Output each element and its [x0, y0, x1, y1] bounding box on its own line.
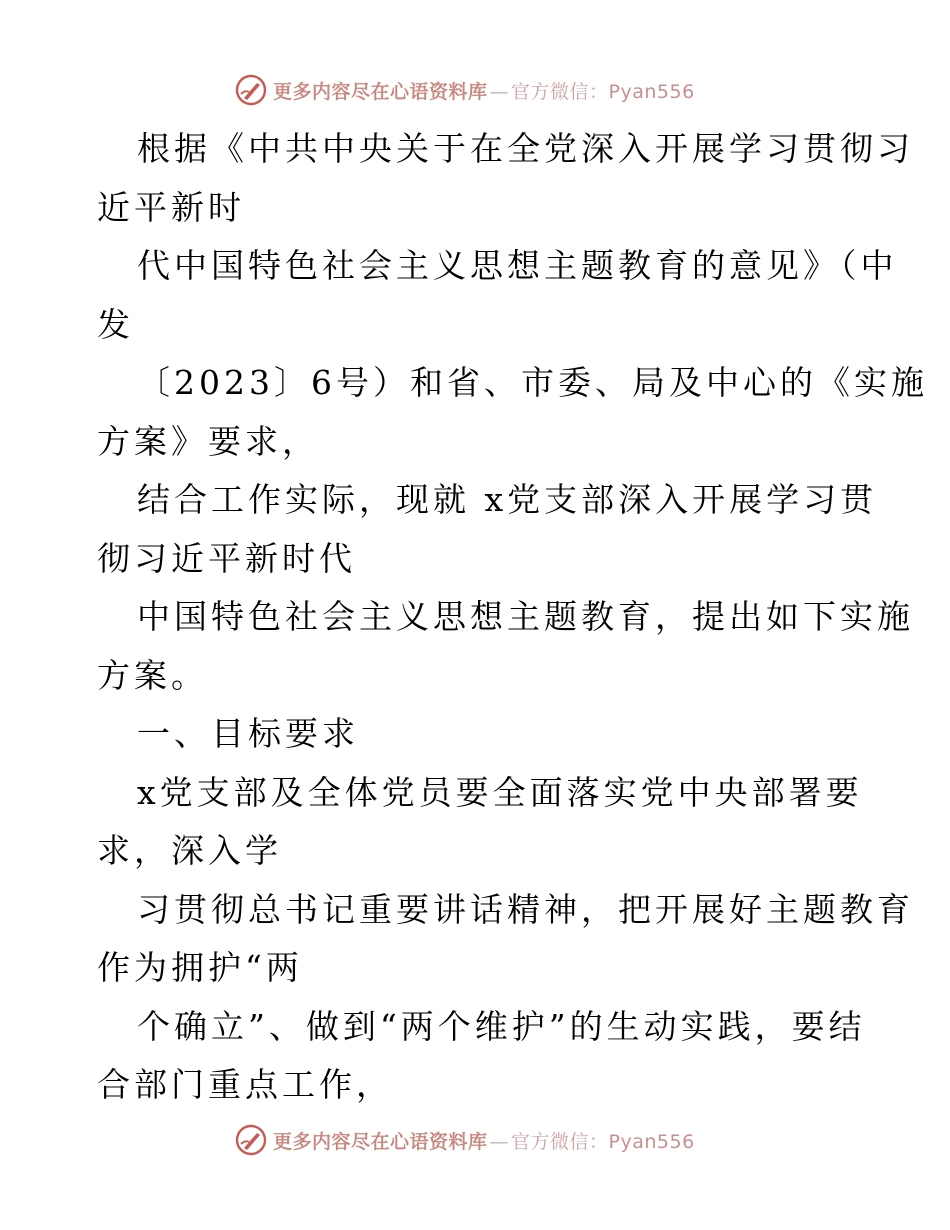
- paragraph-line: 习贯彻总书记重要讲话精神，把开展好主题教育: [137, 889, 914, 929]
- banner-text: [273, 77, 695, 104]
- header-watermark-banner: [235, 73, 715, 107]
- footer-watermark-banner: [235, 1123, 715, 1157]
- paragraph-line: 合部门重点工作，: [97, 1065, 393, 1104]
- paragraph-line: 根据《中共中央关于在全党深入开展学习贯彻习: [137, 129, 914, 168]
- paragraph-line: 代中国特色社会主义思想主题教育的意见》（中: [137, 246, 898, 285]
- paragraph-line: 彻习近平新时代: [97, 538, 356, 578]
- paragraph-line: 方案。: [97, 655, 208, 695]
- banner-site-text: 更多内容尽在心语资料库: [273, 80, 488, 103]
- quill-logo-icon: [235, 1124, 267, 1156]
- paragraph-line: 求，深入学: [97, 831, 282, 870]
- paragraph-line: 方案》要求，: [97, 421, 319, 461]
- document-body: [97, 120, 928, 1115]
- paragraph-line: x党支部及全体党员要全面落实党中央部署要: [137, 772, 863, 812]
- banner-wechat-label: 官方微信：: [511, 1130, 609, 1153]
- paragraph-line: 发: [97, 304, 134, 344]
- banner-wechat-id: Pyan556: [608, 80, 695, 103]
- banner-separator: —: [489, 80, 510, 103]
- paragraph-line: 作为拥护“两: [97, 948, 303, 987]
- section-heading: 一、目标要求: [137, 714, 359, 753]
- banner-separator: —: [489, 1130, 510, 1153]
- paragraph-line: 中国特色社会主义思想主题教育，提出如下实施: [137, 597, 914, 636]
- banner-text: [273, 1127, 695, 1154]
- quill-logo-icon: [235, 74, 267, 106]
- paragraph-line: 结合工作实际，现就 x党支部深入开展学习贯: [137, 480, 878, 519]
- banner-site-text: 更多内容尽在心语资料库: [273, 1130, 488, 1153]
- paragraph-line: 〔2023〕6号）和省、市委、局及中心的《实施: [137, 363, 928, 402]
- paragraph-line: 个确立”、做到“两个维护”的生动实践，要结: [137, 1006, 866, 1046]
- paragraph-line: 近平新时: [97, 187, 245, 227]
- banner-wechat-label: 官方微信：: [511, 80, 609, 103]
- banner-wechat-id: Pyan556: [608, 1130, 695, 1153]
